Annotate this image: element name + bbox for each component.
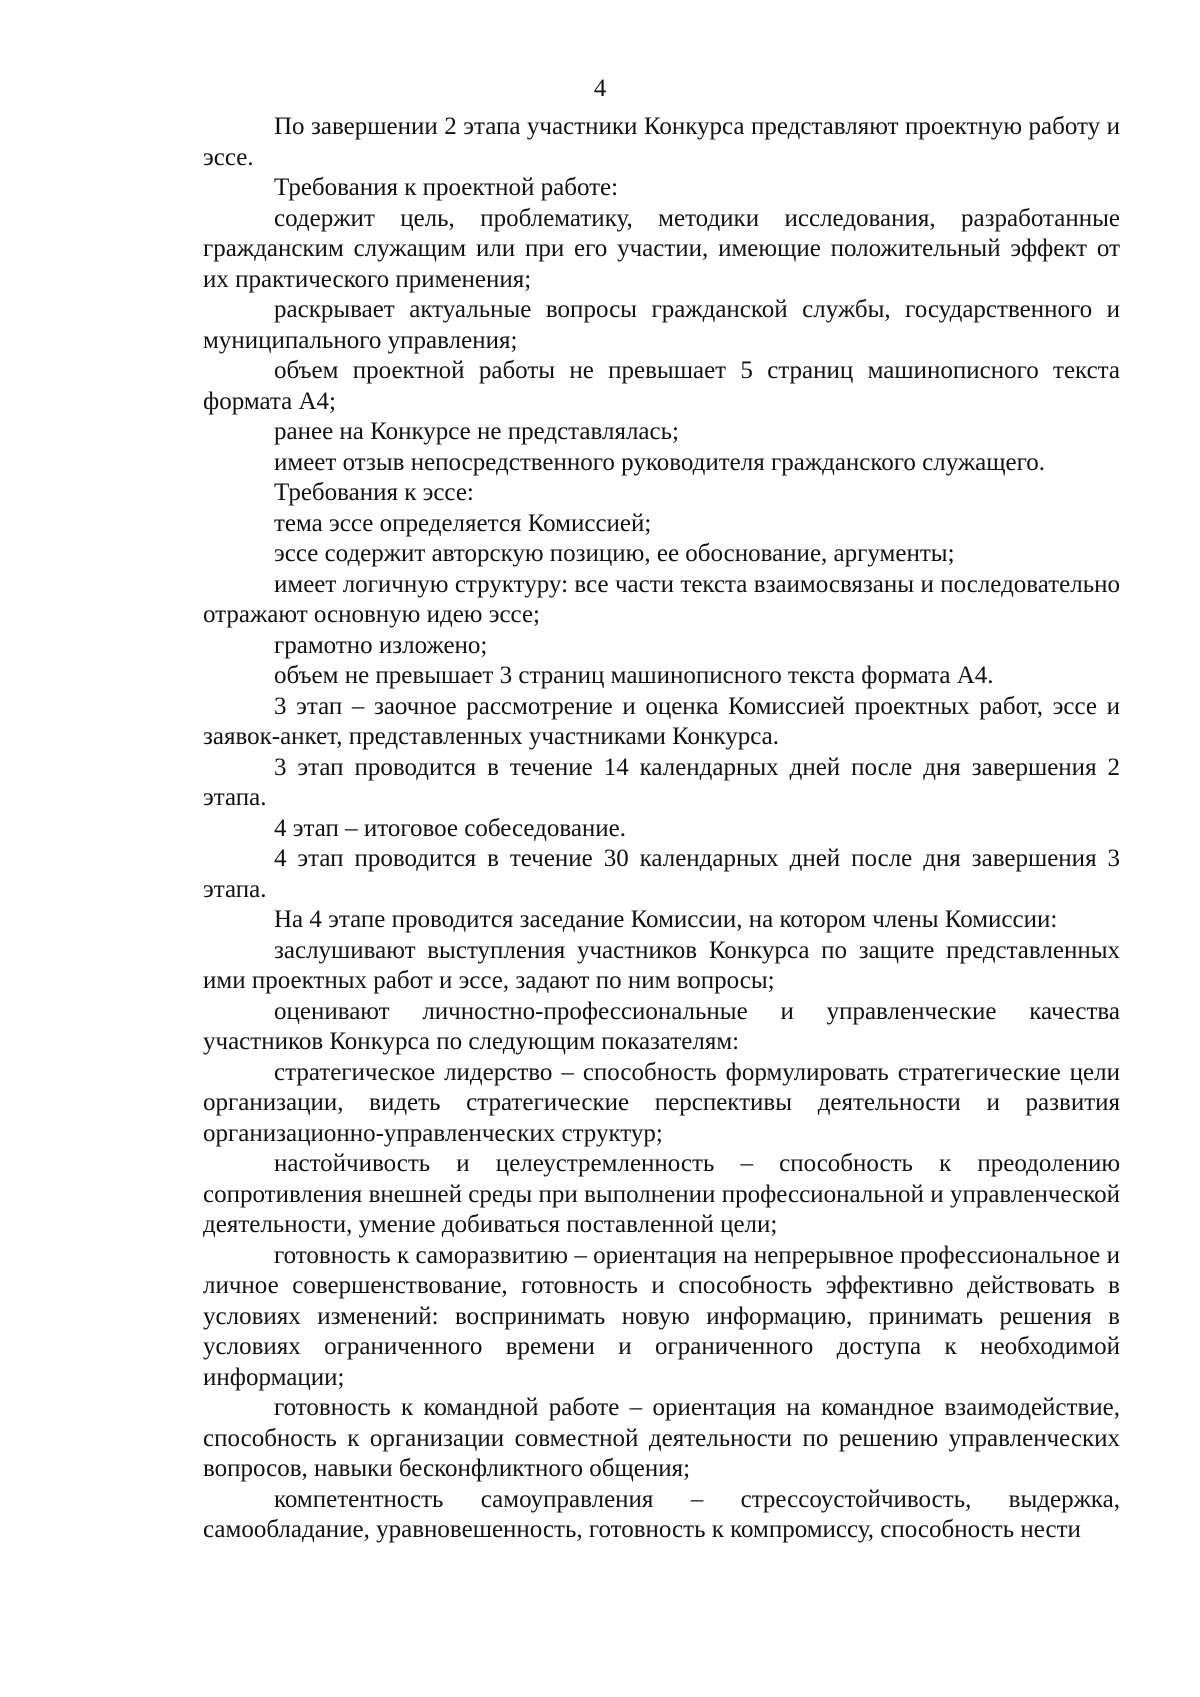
paragraph: объем не превышает 3 страниц машинописного текста формата А4. [274,662,994,689]
paragraph: готовность к командной работе – ориентация на командное взаимодействие, способность к организации совместной деятельности по решению управленческих вопросов, навыки бесконфликтного общения; [203,1394,1120,1482]
paragraph: объем проектной работы не превышает 5 страниц машинописного текста формата А4; [203,357,1120,415]
paragraph: На 4 этапе проводится заседание Комиссии, на котором члены Комиссии: [274,906,1058,933]
paragraph: эссе содержит авторскую позицию, ее обоснование, аргументы; [274,540,955,567]
paragraph: заслушивают выступления участников Конкурса по защите представленных ими проектных работ и эссе, задают по ним вопросы; [203,936,1120,994]
paragraph: 3 этап – заочное рассмотрение и оценка Комиссией проектных работ, эссе и заявок-анкет, представленных участниками Конкурса. [203,692,1120,750]
paragraph: Требования к проектной работе: [274,174,619,201]
paragraph: ранее на Конкурсе не представлялась; [274,418,679,445]
paragraph: 3 этап проводится в течение 14 календарных дней после дня завершения 2 этапа. [203,753,1120,811]
paragraph: готовность к саморазвитию – ориентация на непрерывное профессиональное и личное совершенствование, готовность и способность эффективно действовать в условиях изменений: воспринимать новую информацию, принимать решения в условиях ограниченного времени и ограниченного доступа к необходимой информации; [203,1241,1120,1391]
paragraph: настойчивость и целеустремленность – способность к преодолению сопротивления внешней среды при выполнении профессиональной и управленческой деятельности, умение добиваться поставленной цели; [203,1150,1120,1238]
paragraph: раскрывает актуальные вопросы гражданской службы, государственного и муниципального управления; [203,296,1120,354]
paragraph: имеет логичную структуру: все части текста взаимосвязаны и последовательно отражают основную идею эссе; [203,570,1120,628]
paragraph: компетентность самоуправления – стрессоустойчивость, выдержка, самообладание, уравновешенность, готовность к компромиссу, способность нести [203,1485,1120,1543]
page-number: 4 [593,75,607,102]
paragraph: тема эссе определяется Комиссией; [274,509,652,537]
paragraph: По завершении 2 этапа участники Конкурса представляют проектную работу и эссе. [203,113,1120,171]
paragraph: Требования к эссе: [274,479,474,506]
paragraph: 4 этап – итоговое собеседование. [274,814,627,842]
paragraph: грамотно изложено; [274,631,488,659]
paragraph: содержит цель, проблематику, методики исследования, разработанные гражданским служащим или при его участии, имеющие положительный эффект от их практического применения; [203,204,1120,293]
paragraph: стратегическое лидерство – способность формулировать стратегические цели организации, видеть стратегические перспективы деятельности и развития организационно-управленческих структур; [203,1058,1120,1147]
paragraph: имеет отзыв непосредственного руководителя гражданского служащего. [274,448,1045,476]
paragraph: оценивают личностно-профессиональные и управленческие качества участников Конкурса по следующим показателям: [203,997,1120,1055]
paragraph: 4 этап проводится в течение 30 календарных дней после дня завершения 3 этапа. [203,845,1120,903]
document-body [203,112,1120,1546]
